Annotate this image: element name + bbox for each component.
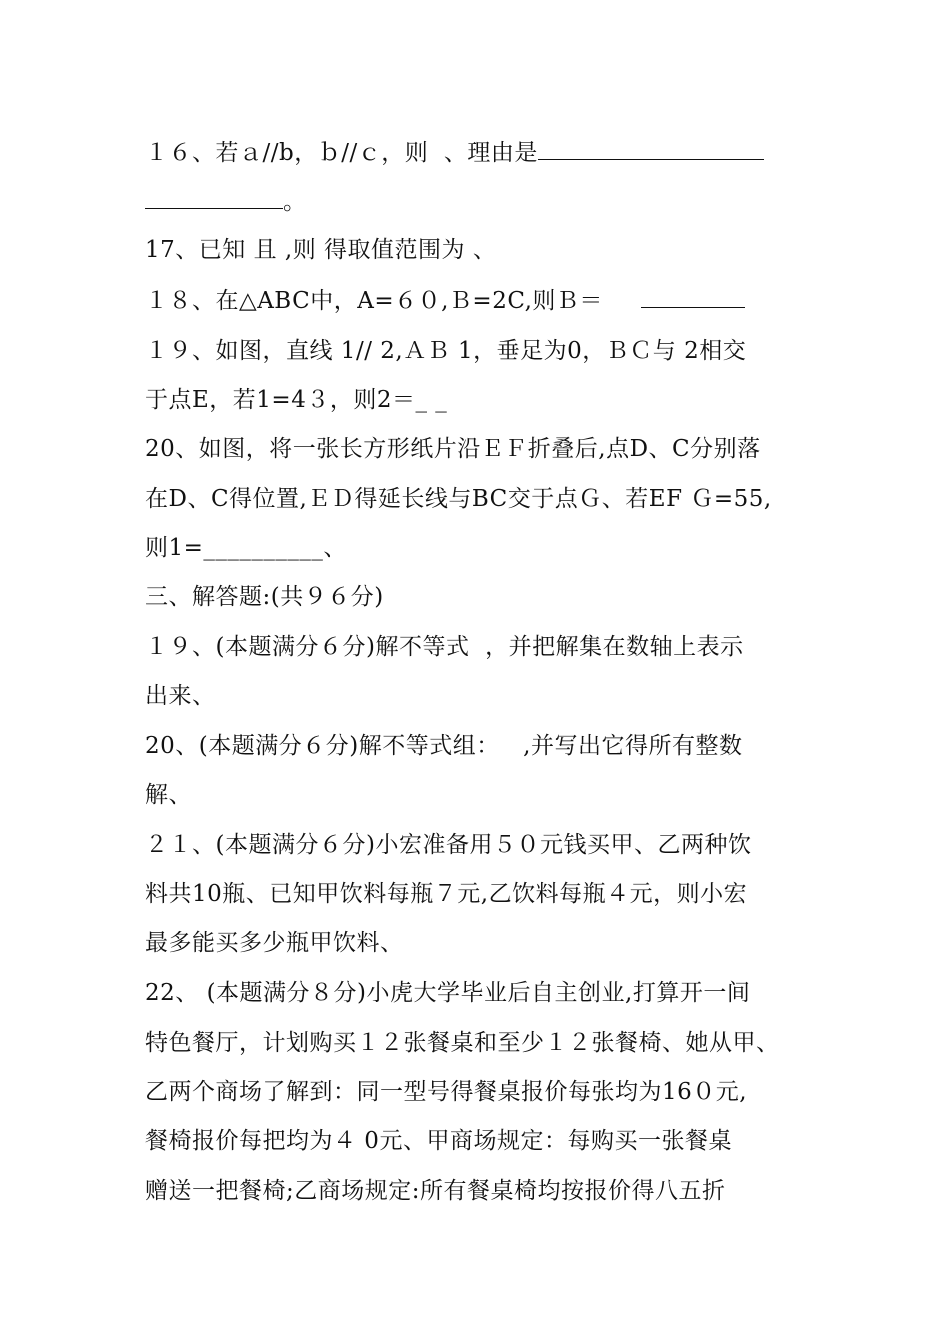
answer-blank[interactable] xyxy=(145,186,283,209)
answer-blank[interactable] xyxy=(641,285,745,308)
problem-19-line-1: １９、(本题满分６分)解不等式 ，并把解集在数轴上表示 xyxy=(145,634,744,660)
answer-blank[interactable] xyxy=(538,137,764,160)
problem-22-line-5: 赠送一把餐椅;乙商场规定:所有餐桌椅均按报价得八五折 xyxy=(145,1178,726,1204)
problem-22-line-3: 乙两个商场了解到：同一型号得餐桌报价每张均为16０元, xyxy=(145,1079,748,1105)
question-17: 17、已知 且 ,则 得取值范围为 、 xyxy=(145,237,497,263)
question-18 xyxy=(145,285,745,316)
problem-20-line-1: 20、(本题满分６分)解不等式组： ,并写出它得所有整数 xyxy=(145,733,743,759)
problem-21-line-2: 料共10瓶、已知甲饮料每瓶７元,乙饮料每瓶４元，则小宏 xyxy=(145,881,748,907)
section-heading: 三、解答题:(共９６分) xyxy=(145,584,384,610)
question-20-line-2: 在D、C得位置,ＥＤ得延长线与BC交于点Ｇ、若EF Ｇ=55, xyxy=(145,486,772,512)
question-19-line-2: 于点E，若1=4３，则2＝_ _ xyxy=(145,387,448,413)
question-16-text: １６、若ａ//b，ｂ//ｃ，则 、理由是 xyxy=(145,140,538,166)
problem-22-line-1: 22、 (本题满分８分)小虎大学毕业后自主创业,打算开一间 xyxy=(145,980,751,1006)
problem-21-line-1: ２１、(本题满分６分)小宏准备用５０元钱买甲、乙两种饮 xyxy=(145,832,752,858)
question-16-line-2 xyxy=(145,186,307,217)
question-20-line-1: 20、如图，将一张长方形纸片沿ＥＦ折叠后,点D、C分别落 xyxy=(145,436,761,462)
problem-19-line-2: 出来、 xyxy=(145,683,216,709)
problem-22-line-2: 特色餐厅，计划购买１２张餐桌和至少１２张餐椅、她从甲、 xyxy=(145,1030,780,1056)
question-19-line-1: １９、如图，直线 1// 2,ＡＢ 1，垂足为0，ＢＣ与 2相交 xyxy=(145,338,747,364)
question-20-line-3: 则1=__________、 xyxy=(145,535,347,561)
question-16-end: 。 xyxy=(283,189,307,215)
problem-20-line-2: 解、 xyxy=(145,782,192,808)
question-18-text: １８、在△ABC中，A=６０,Ｂ=2C,则Ｂ＝ xyxy=(145,288,611,314)
question-16-line-1 xyxy=(145,137,764,168)
problem-21-line-3: 最多能买多少瓶甲饮料、 xyxy=(145,930,404,956)
problem-22-line-4: 餐椅报价每把均为４ 0元、甲商场规定：每购买一张餐桌 xyxy=(145,1128,732,1154)
